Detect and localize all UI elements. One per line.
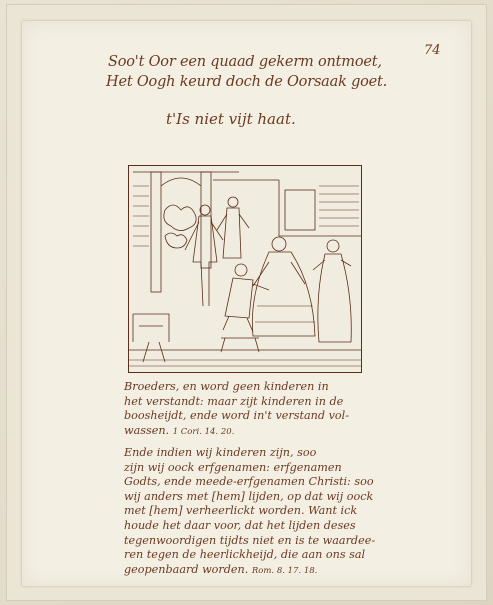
doorway [285, 190, 315, 230]
engraving-illustration [128, 165, 362, 373]
passage-2-reference: Rom. 8. 17. 18. [251, 565, 318, 576]
passage-2-line: wij anders met [hem] lijden, op dat wij oock [124, 489, 374, 503]
figure-standing-2-head [228, 197, 238, 207]
passage-1-line: het verstandt: maar zijt kinderen in de [124, 394, 344, 408]
column-middle [201, 172, 211, 268]
motto-line-2: Het Oogh keurd doch de Oorsaak goet. [106, 74, 388, 90]
passage-1-line: boosheijdt, ende word in't verstand vol- [124, 409, 350, 423]
passage-1-line: wassen. [124, 423, 170, 437]
passage-1-line: Broeders, en word geen kinderen in [124, 380, 329, 393]
foliage [164, 205, 196, 231]
figure-child-head [235, 264, 247, 276]
motto [108, 52, 387, 92]
table [133, 314, 169, 342]
passage-2-line: tegenwoordigen tijdts niet en is te waardee- [124, 533, 376, 547]
passage-2-line: houde het daar voor, dat het lijden deses [124, 518, 356, 532]
figure-seated-woman-head [272, 237, 286, 251]
passage-2-line: geopenbaard worden. [124, 562, 249, 576]
page-number: 74 [424, 43, 441, 58]
passage-2-line: Godts, ende meede-erfgenamen Christi: soo [124, 475, 374, 489]
scripture-passage-1 [124, 380, 374, 439]
tagline: t'Is niet vijt haat. [166, 110, 296, 128]
scripture-passage-2 [124, 446, 374, 578]
figure-standing-woman-head [327, 240, 339, 252]
passage-2-line-last [124, 563, 374, 579]
engraving-scene [129, 166, 361, 372]
passage-2-line: zijn wij oock erfgenamen: erfgenamen [124, 460, 342, 474]
passage-1-line-last [124, 424, 374, 440]
passage-1-reference: 1 Cori. 14. 20. [172, 426, 235, 437]
motto-line-1: Soo't Oor een quaad gekerm ontmoet, [108, 54, 382, 70]
passage-2-line: Ende indien wij kinderen zijn, soo [124, 446, 317, 459]
figure-standing-1-head [200, 205, 210, 215]
passage-2-line: met [hem] verheerlickt worden. Want ick [124, 504, 358, 518]
column-left [151, 172, 161, 292]
passage-2-line: ren tegen de heerlickheijd, die aan ons sal [124, 548, 366, 562]
